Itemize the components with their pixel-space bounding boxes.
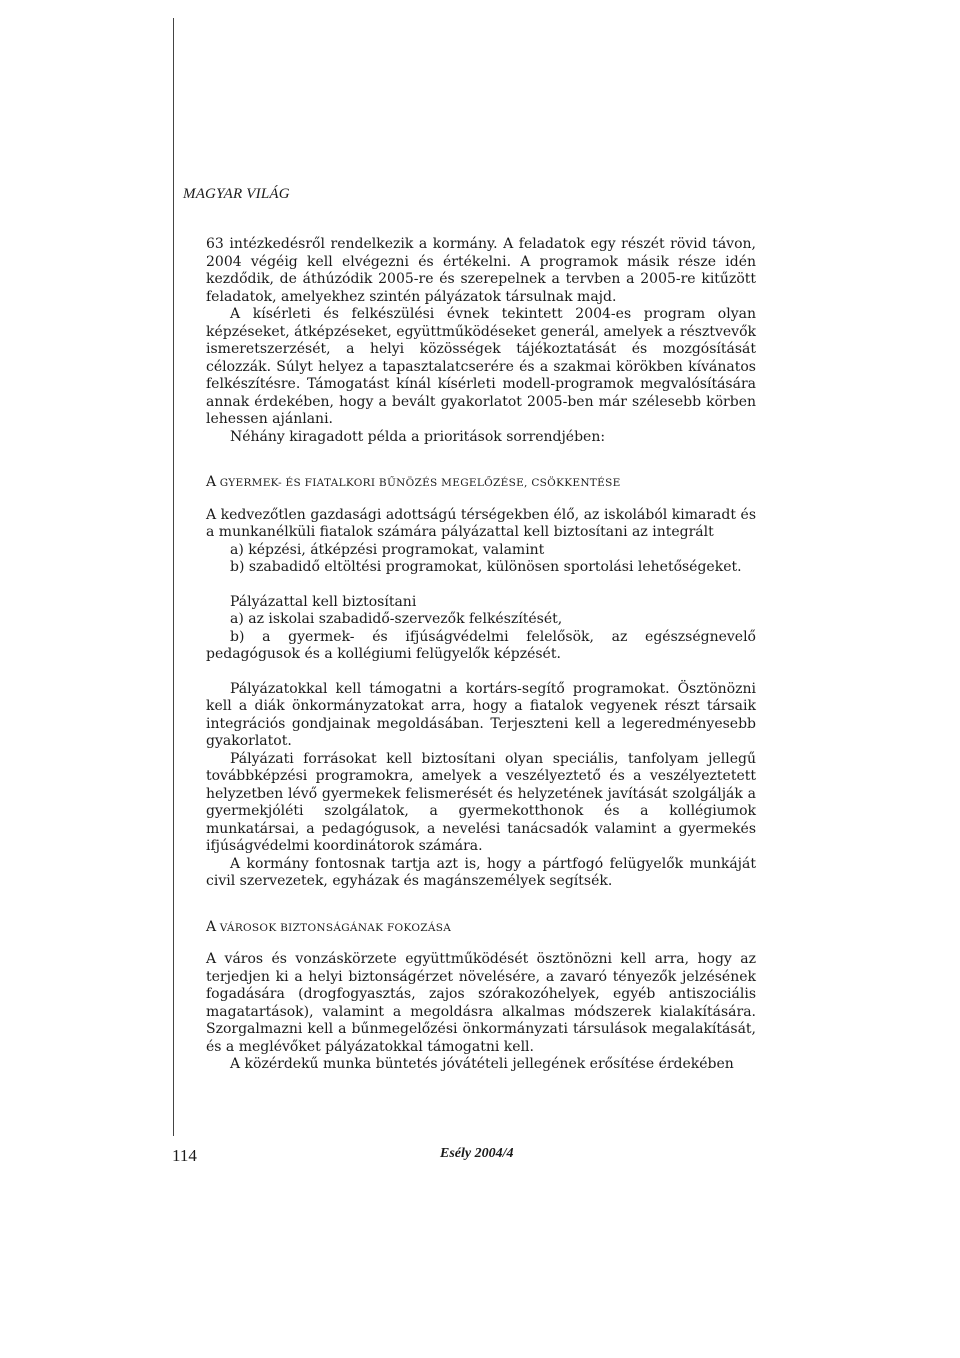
running-head: MAGYAR VILÁG [183, 186, 290, 202]
paragraph: A közérdekű munka büntetés jóvátételi jellegének erősítése érdekében [230, 1056, 734, 1072]
paragraph: Néhány kiragadott példa a prioritások sorrendjében: [230, 428, 606, 445]
list-item: a) az iskolai szabadidő-szervezők felkészítését, [230, 611, 563, 627]
paragraph: A kormány fontosnak tartja azt is, hogy a pártfogó felügyelők munkáját civil szervezetek, egyházak és magánszemélyek segítsék. [206, 855, 756, 889]
article-body [206, 236, 756, 1074]
paragraph: 63 intézkedésről rendelkezik a kormány. A feladatok egy részét rövid távon, 2004 végéig kell elvégezni és értékelni. A programok másik része idén kezdődik, de áthúzódik 2005-re és szerepelnek a tervben a 2005-re kitűzött feladatok, amelyekhez szintén pályázatok társulnak majd. [206, 236, 756, 305]
margin-rule [173, 18, 174, 1136]
paragraph: Pályázatokkal kell támogatni a kortárs-segítő programokat. Ösztönözni kell a diák önkormányzatokat arra, hogy a fiatalok vegyenek részt társaik integrációs gondjainak megoldásában. Terjeszteni kell a legeredményesebb gyakorlatot. [206, 680, 756, 749]
section-heading: A VÁROSOK BIZTONSÁGÁNAK FOKOZÁSA [206, 918, 452, 935]
list-item: a) képzési, átképzési programokat, valamint [230, 541, 545, 558]
list-item: b) a gyermek- és ifjúságvédelmi felelősök, az egészségnevelő pedagógusok és a kollégiumi felügyelők képzését. [206, 628, 756, 662]
journal-footer: Esély 2004/4 [440, 1146, 514, 1161]
section-heading: A GYERMEK- ÉS FIATALKORI BŰNÖZÉS MEGELŐZÉSE, CSÖKKENTÉSE [206, 474, 621, 490]
paragraph: Pályázati forrásokat kell biztosítani olyan speciális, tanfolyam jellegű továbbképzési programokra, amelyek a veszélyeztető és a veszélyeztetett helyzetben lévő gyermekek felismerését és helyzetének javítását szolgálják a gyermekjóléti szolgálatok, a gyermekotthonok és a kollégiumok munkatársai, a pedagógusok, a nevelési tanácsadók valamint a gyermekés ifjúságvédelmi koordinátorok számára. [206, 750, 756, 854]
paragraph: A kedvezőtlen gazdasági adottságú térségekben élő, az iskolából kimaradt és a munkanélküli fiatalok számára pályázattal kell biztosítani az integrált [206, 506, 756, 540]
paragraph: A város és vonzáskörzete együttműködését ösztönözni kell arra, hogy az terjedjen ki a helyi biztonságérzet növelésére, a zavaró tényezők jelzésének fogadására (drogfogyasztás, zajos szórakozóhelyek, egyéb antiszociális magatartások), valamint a megoldásra alkalmas módszerek kialakítására. Szorgalmazni kell a bűnmegelőzési önkormányzati társulások megalakítását, és a meglévőket pályázatokkal támogatni kell. [206, 951, 756, 1055]
paragraph: Pályázattal kell biztosítani [230, 593, 417, 610]
list-item: b) szabadidő eltöltési programokat, különösen sportolási lehetőségeket. [230, 559, 742, 575]
paragraph: A kísérleti és felkészülési évnek tekintett 2004-es program olyan képzéseket, átképzéseket, együttműködéseket generál, amelyek a résztvevők ismeretszerzését, a helyi közösségek tájékoztatását és mozgósítását célozzák. Súlyt helyez a tapasztalatcserére és a szakmai körökben kívánatos felkészítésre. Támogatást kínál kísérleti modell-programok megvalósítására annak érdekében, hogy a bevált gyakorlatot 2005-ben már szélesebb körben lehessen ajánlani. [206, 306, 756, 427]
page-number: 114 [172, 1146, 197, 1165]
